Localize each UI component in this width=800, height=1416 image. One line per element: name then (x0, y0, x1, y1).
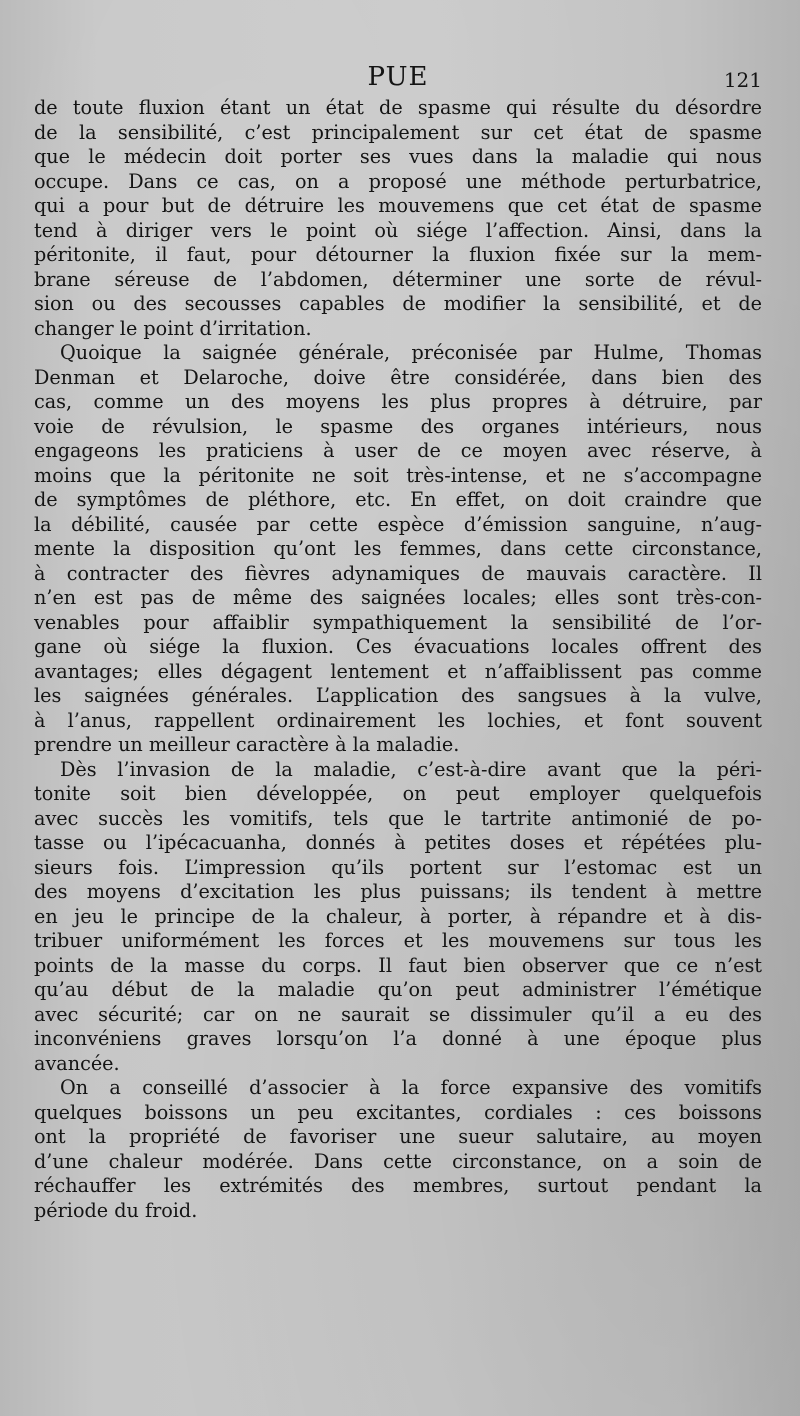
text-line: changer le point d’irritation. (34, 316, 312, 340)
text-line: sion ou des secousses capables de modifier la sensibilité, et de (34, 292, 762, 315)
text-line: la débilité, causée par cette espèce d’émission sanguine, n’aug- (34, 512, 762, 536)
text-line: prendre un meilleur caractère à la maladie. (34, 733, 460, 756)
text-line: les saignées générales. L’application des sangsues à la vulve, (34, 684, 762, 707)
text-line: gane où siége la fluxion. Ces évacuations locales offrent des (34, 635, 762, 658)
text-line: On a conseillé d’associer à la force expansive des vomitifs (60, 1076, 762, 1099)
text-line: avancée. (34, 1051, 120, 1075)
text-line: que le médecin doit porter ses vues dans la maladie qui nous (34, 145, 762, 168)
page-number: 121 (723, 68, 762, 92)
text-line: points de la masse du corps. Il faut bien observer que ce n’est (34, 953, 762, 977)
running-head: PUE (367, 62, 429, 92)
text-line: sieurs fois. L’impression qu’ils portent sur l’estomac est un (34, 855, 762, 879)
text-line: de toute fluxion étant un état de spasme qui résulte du désordre (34, 96, 762, 119)
text-line: de la sensibilité, c’est principalement sur cet état de spasme (34, 120, 762, 144)
text-line: tonite soit bien développée, on peut employer quelquefois (34, 782, 762, 805)
text-line: période du froid. (34, 1198, 198, 1222)
text-line: en jeu le principe de la chaleur, à porter, à répandre et à dis- (34, 904, 762, 928)
text-line: avec succès les vomitifs, tels que le tartrite antimonié de po- (34, 806, 762, 830)
text-line: tend à diriger vers le point où siége l’affection. Ainsi, dans la (34, 218, 762, 242)
text-line: avec sécurité; car on ne saurait se dissimuler qu’il a eu des (34, 1002, 762, 1026)
text-line: Quoique la saignée générale, préconisée par Hulme, Thomas (60, 341, 762, 364)
text-line: qu’au début de la maladie qu’on peut administrer l’émétique (34, 978, 762, 1001)
text-line: quelques boissons un peu excitantes, cordiales : ces boissons (34, 1100, 762, 1124)
text-line: d’une chaleur modérée. Dans cette circonstance, on a soin de (34, 1149, 762, 1173)
text-line: ont la propriété de favoriser une sueur salutaire, au moyen (34, 1125, 762, 1148)
text-line: cas, comme un des moyens les plus propres à détruire, par (34, 390, 762, 413)
text-line: réchauffer les extrémités des membres, surtout pendant la (34, 1174, 762, 1197)
text-line: qui a pour but de détruire les mouvemens que cet état de spasme (34, 194, 762, 217)
paragraph (34, 1076, 762, 1223)
text-line: occupe. Dans ce cas, on a proposé une méthode perturbatrice, (34, 169, 762, 193)
paragraph (34, 341, 762, 758)
paragraph (34, 758, 762, 1077)
text-line: venables pour affaiblir sympathiquement la sensibilité de l’or- (34, 610, 762, 634)
text-line: de symptômes de pléthore, etc. En effet, on doit craindre que (34, 488, 762, 511)
text-line: Denman et Delaroche, doive être considérée, dans bien des (34, 365, 762, 389)
page-header (34, 62, 762, 96)
text-line: des moyens d’excitation les plus puissans; ils tendent à mettre (34, 880, 762, 903)
text-line: à contracter des fièvres adynamiques de mauvais caractère. Il (34, 561, 762, 585)
body-text (34, 96, 762, 1223)
text-line: péritonite, il faut, pour détourner la fluxion fixée sur la mem- (34, 243, 762, 266)
text-line: inconvéniens graves lorsqu’on l’a donné à une époque plus (34, 1027, 762, 1050)
text-line: brane séreuse de l’abdomen, déterminer une sorte de révul- (34, 267, 762, 291)
text-line: Dès l’invasion de la maladie, c’est-à-dire avant que la péri- (60, 757, 762, 781)
text-line: à l’anus, rappellent ordinairement les lochies, et font souvent (34, 708, 762, 732)
paragraph (34, 96, 762, 341)
text-line: mente la disposition qu’ont les femmes, dans cette circonstance, (34, 537, 762, 560)
text-line: n’en est pas de même des saignées locales; elles sont très-con- (34, 586, 762, 609)
text-line: tasse ou l’ipécacuanha, donnés à petites doses et répétées plu- (34, 831, 762, 854)
text-line: avantages; elles dégagent lentement et n’affaiblissent pas comme (34, 659, 762, 683)
text-line: engageons les praticiens à user de ce moyen avec réserve, à (34, 439, 762, 462)
text-line: moins que la péritonite ne soit très-intense, et ne s’accompagne (34, 463, 762, 487)
text-line: voie de révulsion, le spasme des organes intérieurs, nous (34, 414, 762, 438)
text-line: tribuer uniformément les forces et les mouvemens sur tous les (34, 929, 762, 952)
